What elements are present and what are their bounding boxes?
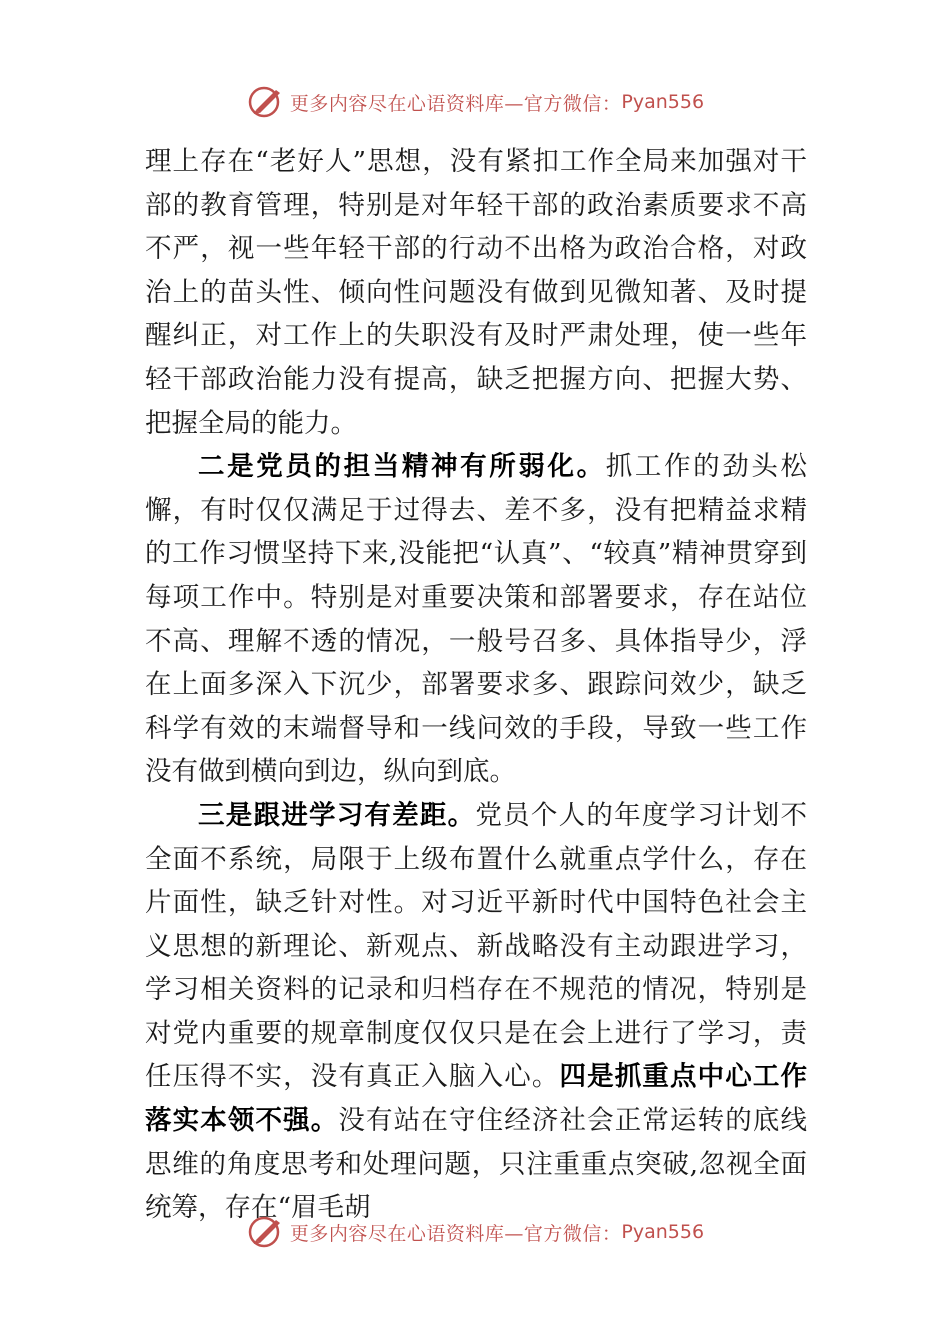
document-body xyxy=(145,140,807,1230)
paragraph-text: 抓工作的劲头松懈，有时仅仅满足于过得去、差不多，没有把精益求精的工作习惯坚持下来,没能把“认真”、“较真”精神贯穿到每项工作中。特别是对重要决策和部署要求，存在站位不高、理解不透的情况，一般号召多、具体指导少，浮在上面多深入下沉少，部署要求多、跟踪问效少，缺乏科学有效的末端督导和一线问效的手段，导致一些工作没有做到横向到边，纵向到底。 xyxy=(145,451,807,788)
watermark-wechat-id: Pyan556 xyxy=(621,91,705,113)
pen-in-circle-icon xyxy=(246,84,286,120)
pen-in-circle-icon xyxy=(246,1214,286,1250)
paragraph-heading: 三是跟进学习有差距。 xyxy=(198,799,476,831)
paragraph-1 xyxy=(145,140,807,445)
paragraph-text: 党员个人的年度学习计划不全面不系统，局限于上级布置什么就重点学什么，存在片面性，缺乏针对性。对习近平新时代中国特色社会主义思想的新理论、新观点、新战略没有主动跟进学习，学习相关资料的记录和归档存在不规范的情况，特别是对党内重要的规章制度仅仅只是在会上进行了学习，责任压得不实，没有真正入脑入心。 xyxy=(145,799,808,1093)
paragraph-text: 没有站在守住经济社会正常运转的底线思维的角度思考和处理问题，只注重重点突破,忽视全面统筹，存在“眉毛胡 xyxy=(145,1105,808,1224)
paragraph-text: 理上存在“老好人”思想，没有紧扣工作全局来加强对干部的教育管理，特别是对年轻干部的政治素质要求不高不严，视一些年轻干部的行动不出格为政治合格，对政治上的苗头性、倾向性问题没有做到见微知著、及时提醒纠正，对工作上的失职没有及时严肃处理，使一些年轻干部政治能力没有提高，缺乏把握方向、把握大势、把握全局的能力。 xyxy=(145,146,807,439)
header-watermark xyxy=(0,80,950,124)
watermark-text: 更多内容尽在心语资料库—官方微信： xyxy=(289,1222,622,1245)
paragraph-heading: 四是抓重点中心工作落实本领不强。 xyxy=(145,1061,808,1137)
watermark-wechat-id: Pyan556 xyxy=(621,1221,705,1243)
watermark-text: 更多内容尽在心语资料库—官方微信： xyxy=(289,92,622,115)
paragraph-heading: 二是党员的担当精神有所弱化。 xyxy=(198,451,606,483)
footer-watermark xyxy=(0,1210,950,1254)
paragraph-3 xyxy=(145,794,807,1230)
paragraph-2 xyxy=(145,445,807,794)
